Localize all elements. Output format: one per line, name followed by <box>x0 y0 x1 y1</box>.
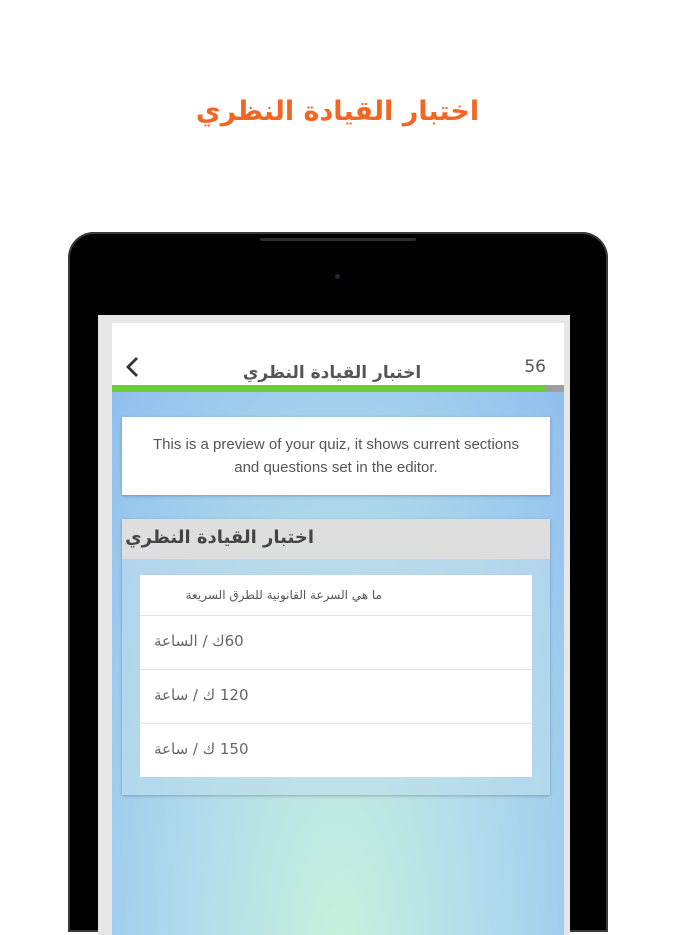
progress-bar-fill <box>112 385 546 392</box>
preview-notice <box>122 417 550 495</box>
tablet-frame <box>68 232 608 932</box>
app-bar <box>112 323 564 385</box>
app-window <box>112 323 564 935</box>
camera-icon <box>335 274 340 279</box>
question-card <box>140 575 532 777</box>
tablet-edge-highlight <box>260 238 416 241</box>
answer-option-label: 150 ك / ساعة <box>154 740 249 758</box>
promo-title: اختبار القيادة النظري <box>195 96 480 127</box>
section-header <box>122 519 550 559</box>
answer-option[interactable] <box>140 669 532 723</box>
chevron-left-icon <box>124 355 140 379</box>
answer-option[interactable] <box>140 723 532 777</box>
back-button[interactable] <box>120 355 144 381</box>
preview-message: This is a preview of your quiz, it shows current sections and questions set in the editor. <box>153 436 519 476</box>
answer-option-label: 60ك / الساعة <box>154 632 244 650</box>
section-title: اختبار القيادة النظري <box>125 527 314 548</box>
section-card <box>122 519 550 795</box>
quiz-content <box>112 392 564 935</box>
app-title: اختبار القيادة النظري <box>242 363 422 383</box>
tablet-screen <box>98 315 570 935</box>
answer-option[interactable] <box>140 615 532 669</box>
progress-bar <box>112 385 564 392</box>
question-text: ما هي السرعة القانونية للطرق السريعة <box>185 588 382 602</box>
question-count: 56 <box>524 357 546 377</box>
answer-option-label: 120 ك / ساعة <box>154 686 249 704</box>
